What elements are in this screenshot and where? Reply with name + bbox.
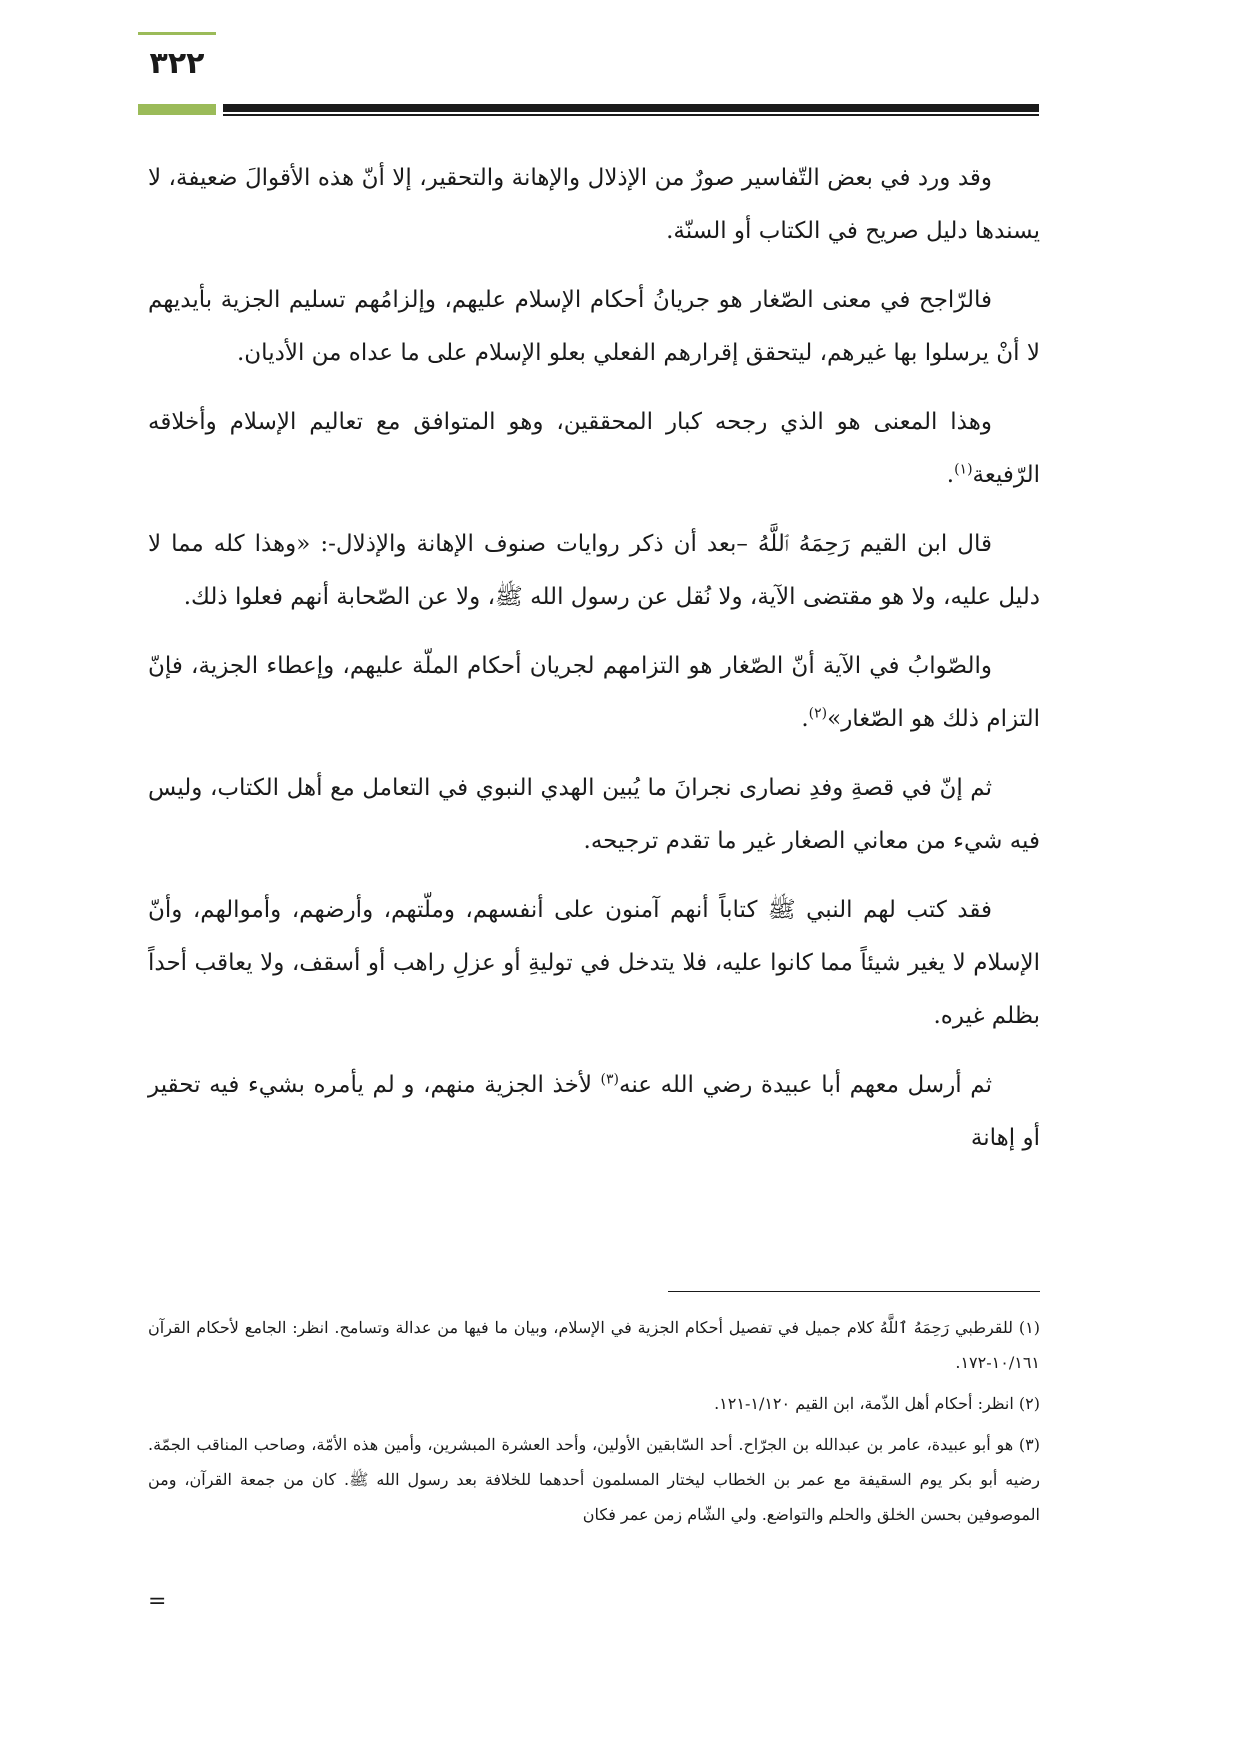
paragraph-1	[148, 152, 1040, 258]
header-thick-rule	[223, 104, 1039, 112]
footnote-continuation-mark: =	[148, 1589, 167, 1614]
paragraph-text: فالرّاجح في معنى الصّغار هو جريانُ أحكام الإسلام عليهم، وإلزامُهم تسليم الجزية بأيديهم لا أنْ يرسلوا بها غيرهم، ليتحقق إقرارهم الفعلي بعلو الإسلام على ما عداه من الأديان.	[148, 287, 1040, 366]
header-thin-rule	[223, 114, 1039, 116]
page-number-top-rule	[138, 32, 216, 35]
paragraph-text-end: لأخذ الجزية منهم، و لم يأمره بشيء فيه تحقير أو إهانة	[148, 1072, 1040, 1151]
footnote-separator	[668, 1291, 1040, 1292]
paragraph-text: ثم إنّ في قصةِ وفدِ نصارى نجرانَ ما يُبين الهدي النبوي في التعامل مع أهل الكتاب، وليس فيه شيء من معاني الصغار غير ما تقدم ترجيحه.	[148, 775, 1040, 854]
footnote-3: (٣) هو أبو عبيدة، عامر بن عبدالله بن الجرّاح. أحد السّابقين الأولين، وأحد العشرة المبشرين، وأمين هذه الأمّة، وصاحب المناقب الجمّة. رضيه أبو بكر يوم السقيفة مع عمر بن الخطاب ليختار المسلمون أحدهما للخلافة بعد رسول الله ﷺ. كان من جمعة القرآن، ومن الموصوفين بحسن الخلق والحلم والتواضع. ولي الشّام زمن عمر فكان	[148, 1435, 1040, 1524]
paragraph-text-end: .	[801, 706, 809, 732]
page-header	[0, 0, 1240, 130]
footnote-1: (١) للقرطبي رَحِمَهُ ٱللَّهُ كلام جميل في تفصيل أحكام الجزية في الإسلام، وبيان ما فيها من عدالة وتسامح. انظر: الجامع لأحكام القرآن ١٠/١٦١-١٧٢.	[148, 1318, 1040, 1372]
paragraph-2	[148, 274, 1040, 380]
paragraph-5	[148, 640, 1040, 746]
paragraph-3	[148, 396, 1040, 502]
paragraph-text: ثم أرسل معهم أبا عبيدة رضي الله عنه	[619, 1072, 992, 1098]
paragraph-text: فقد كتب لهم النبي ﷺ كتاباً أنهم آمنون على أنفسهم، وملّتهم، وأرضهم، وأموالهم، وأنّ الإسلام لا يغير شيئاً مما كانوا عليه، فلا يتدخل في توليةِ أو عزلِ راهب أو أسقف، ولا يعاقب أحداً بظلم غيره.	[148, 897, 1040, 1029]
paragraph-7	[148, 884, 1040, 1043]
paragraph-text: والصّوابُ في الآية أنّ الصّغار هو التزامهم لجريان أحكام الملّة عليهم، وإعطاء الجزية، فإنّ التزام ذلك هو الصّغار»	[148, 653, 1040, 732]
header-green-bar	[138, 104, 216, 115]
footnote-2: (٢) انظر: أحكام أهل الذّمة، ابن القيم ١/١٢٠-١٢١.	[714, 1394, 1040, 1413]
page-number: ٣٢٢	[149, 46, 205, 81]
main-text	[148, 152, 1040, 1181]
paragraph-text: وقد ورد في بعض التّفاسير صورٌ من الإذلال والإهانة والتحقير، إلا أنّ هذه الأقوالَ ضعيفة، لا يسندها دليل صريح في الكتاب أو السنّة.	[148, 165, 1040, 244]
footnote-ref-3[interactable]: (٣)	[600, 1071, 619, 1088]
paragraph-text: قال ابن القيم رَحِمَهُ ٱللَّهُ –بعد أن ذكر روايات صنوف الإهانة والإذلال-: «وهذا كله مما لا دليل عليه، ولا هو مقتضى الآية، ولا نُقل عن رسول الله ﷺ، ولا عن الصّحابة أنهم فعلوا ذلك.	[148, 531, 1040, 610]
paragraph-8	[148, 1059, 1040, 1165]
paragraph-text: وهذا المعنى هو الذي رجحه كبار المحققين، وهو المتوافق مع تعاليم الإسلام وأخلاقه الرّفيعة	[148, 409, 1040, 488]
paragraph-4	[148, 518, 1040, 624]
footnotes	[148, 1310, 1040, 1538]
paragraph-6	[148, 762, 1040, 868]
footnote-ref-2[interactable]: (٢)	[808, 705, 828, 722]
footnote-ref-1[interactable]: (١)	[954, 461, 973, 478]
paragraph-text-end: .	[946, 462, 955, 488]
